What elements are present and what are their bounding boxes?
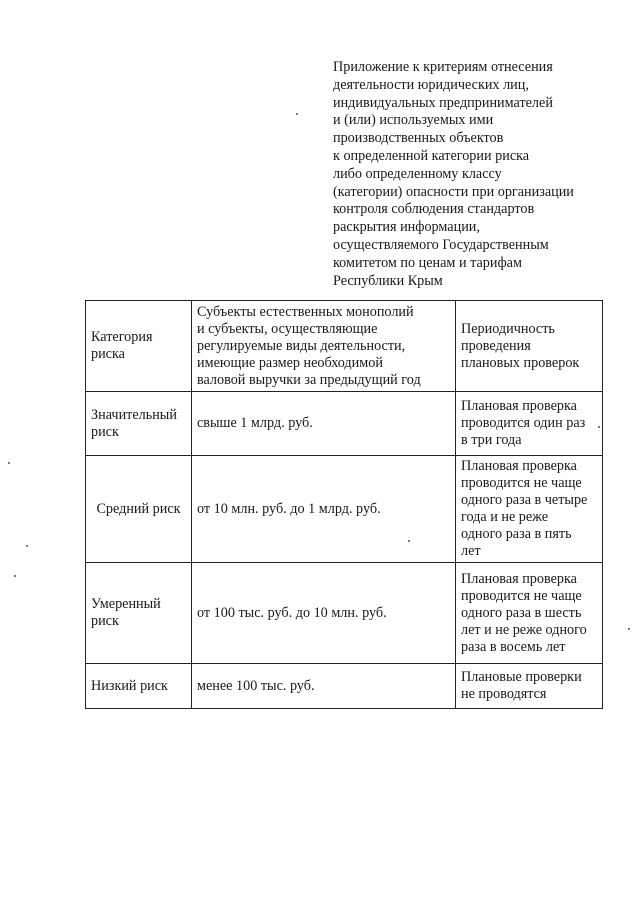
frequency-cell [456,563,603,664]
cell-line: риска [91,346,125,362]
appendix-line: и (или) используемых ими [333,112,494,129]
appendix-caption [333,59,633,290]
appendix-line: раскрытия информации, [333,219,480,236]
cell-line: регулируемые виды деятельности, [197,337,406,354]
scan-speck [26,545,28,547]
cell-line: плановых проверок [461,354,580,371]
category-cell [86,664,192,709]
cell-line: одного раза в шесть [461,604,582,621]
scan-speck [8,462,10,464]
cell-line: Периодичность [461,320,555,337]
revenue-cell: свыше 1 млрд. руб. [192,392,456,456]
appendix-line: к определенной категории риска [333,147,530,164]
cell-line: Плановая проверка [461,398,577,414]
scan-speck [14,575,16,577]
header-category-cell [86,301,192,392]
table-row [86,664,603,709]
cell-line: года и не реже [461,509,549,525]
cell-line: Умеренный [91,596,161,612]
cell-line: и субъекты, осуществляющие [197,320,378,337]
cell-line: раза в восемь лет [461,638,566,655]
category-cell [86,563,192,664]
appendix-line: индивидуальных предпринимателей [333,94,553,111]
category-cell [86,456,192,563]
frequency-cell [456,456,603,563]
table-header-row [86,301,603,392]
cell-line: Значительный [91,406,177,423]
header-frequency-cell [456,301,603,392]
cell-line: Категория [91,329,153,345]
revenue-cell: от 100 тыс. руб. до 10 млн. руб. [192,563,456,664]
cell-line: Субъекты естественных монополий [197,303,414,320]
scan-speck [598,426,600,428]
category-cell [86,392,192,456]
scan-speck [628,628,630,630]
appendix-line: комитетом по ценам и тарифам [333,254,522,271]
cell-line: в три года [461,432,522,448]
cell-line: Плановая проверка [461,458,577,474]
appendix-line: Республики Крым [333,272,443,289]
appendix-line: (категории) опасности при организации [333,183,574,200]
table-row [86,392,603,456]
cell-line: одного раза в четыре [461,492,588,508]
revenue-cell: от 10 млн. руб. до 1 млрд. руб. [192,456,456,563]
cell-line: имеющие размер необходимой [197,354,383,371]
table-row [86,563,603,664]
cell-line: проводится не чаще [461,587,582,604]
cell-line: одного раза в пять [461,526,572,542]
revenue-cell: менее 100 тыс. руб. [192,664,456,709]
cell-line: риск [91,613,119,629]
scan-speck [296,113,298,115]
appendix-line: осуществляемого Государственным [333,236,549,253]
cell-line: Плановые проверки [461,669,582,685]
cell-line: проводится один раз [461,415,586,431]
frequency-cell [456,664,603,709]
cell-line: Средний риск [96,500,181,517]
appendix-line: Приложение к критериям отнесения [333,59,553,75]
appendix-line: деятельности юридических лиц, [333,76,529,93]
table-row [86,456,603,563]
cell-line: Низкий риск [91,677,168,694]
cell-line: не проводятся [461,686,547,702]
cell-line: Плановая проверка [461,570,577,587]
appendix-line: контроля соблюдения стандартов [333,201,535,218]
cell-line: проведения [461,337,531,354]
cell-line: проводится не чаще [461,475,582,491]
header-subjects-cell [192,301,456,392]
cell-line: валовой выручки за предыдущий год [197,371,421,388]
cell-line: риск [91,423,119,440]
appendix-line: либо определенному классу [333,165,502,182]
appendix-line: производственных объектов [333,130,504,147]
cell-line: лет и не реже одного [461,621,587,638]
cell-line: лет [461,543,481,559]
scan-speck [408,540,410,542]
frequency-cell [456,392,603,456]
risk-category-table [85,300,603,709]
